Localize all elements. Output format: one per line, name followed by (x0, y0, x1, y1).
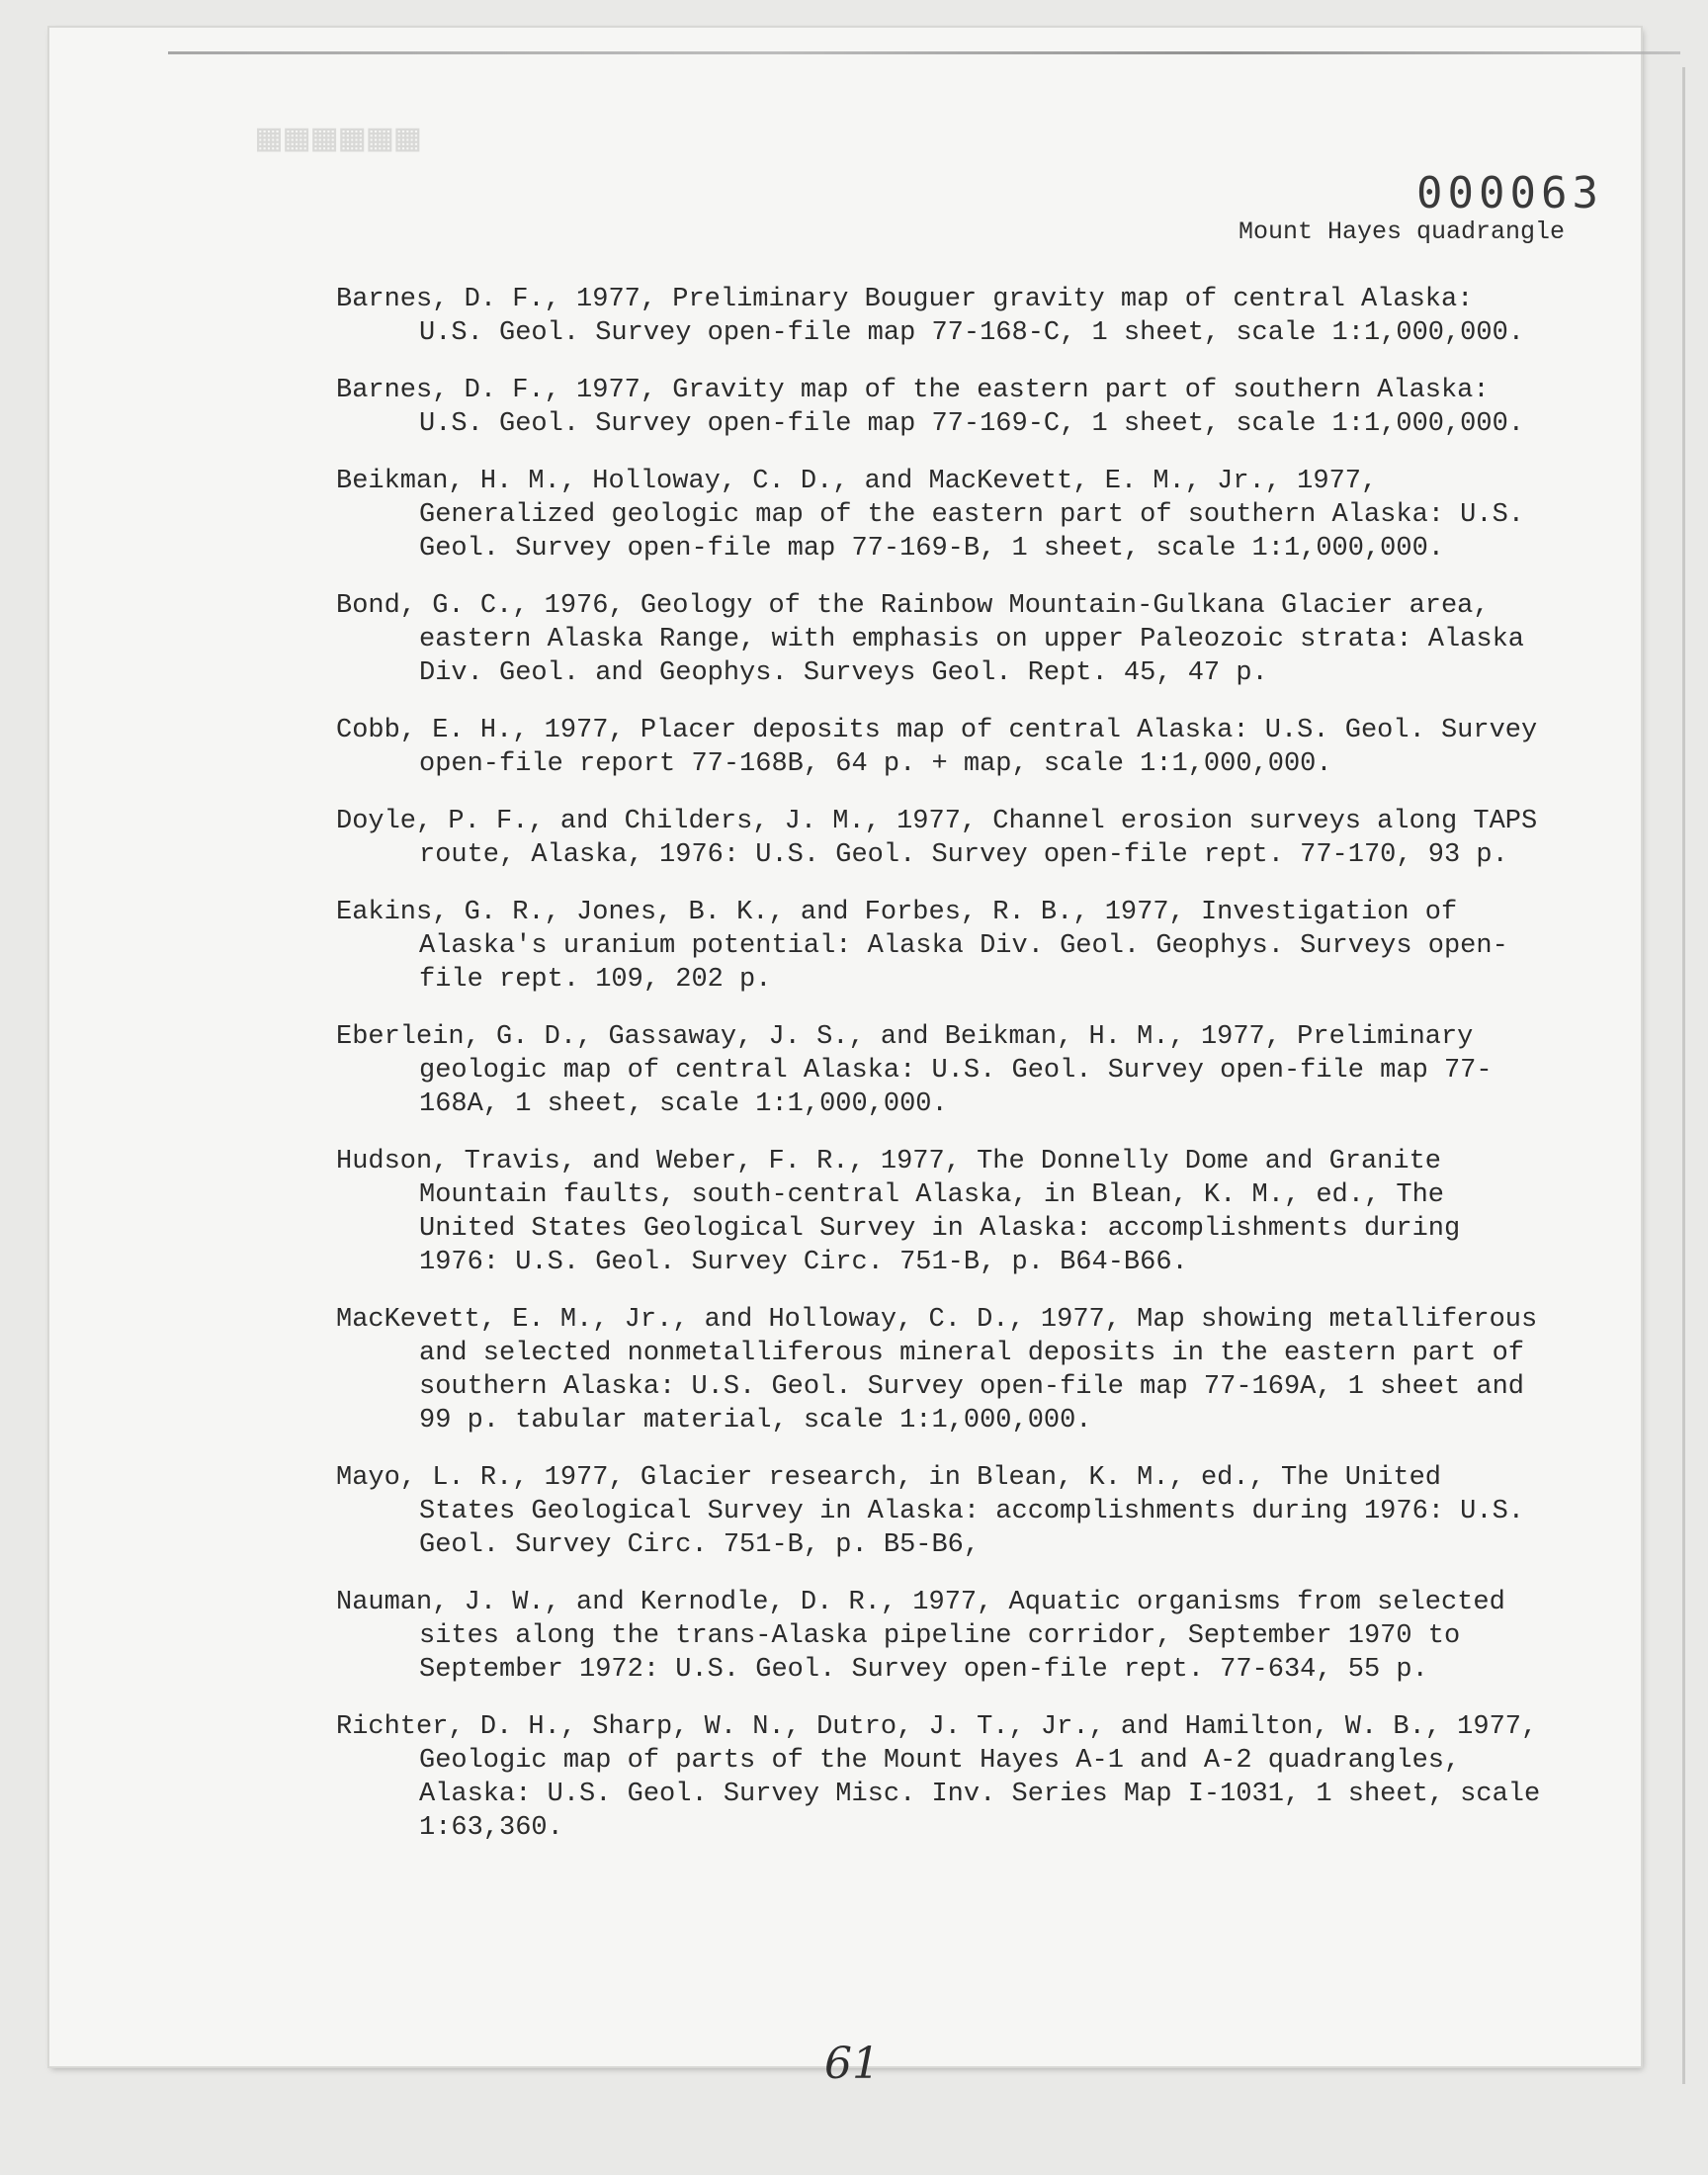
reference-entry: Eberlein, G. D., Gassaway, J. S., and Beikman, H. M., 1977, Preliminary geologic map of central Alaska: U.S. Geol. Survey open-file map 77-168A, 1 sheet, scale 1:1,000,000. (336, 1022, 1493, 1119)
faded-stamp-mark: ▦▦▦▦▦▦ (257, 115, 424, 160)
reference-entry: Hudson, Travis, and Weber, F. R., 1977, The Donnelly Dome and Granite Mountain faults, south-central Alaska, in Blean, K. M., ed., The United States Geological Survey in Alaska: accomplishments during 1976: U.S. Geol. Survey Circ. 751-B, p. B64-B66. (336, 1147, 1461, 1277)
reference-entry: Doyle, P. F., and Childers, J. M., 1977, Channel erosion surveys along TAPS route, Alaska, 1976: U.S. Geol. Survey open-file rept. 77-170, 93 p. (336, 807, 1538, 870)
reference-entry: MacKevett, E. M., Jr., and Holloway, C. D., 1977, Map showing metalliferous and selected nonmetalliferous mineral deposits in the eastern part of southern Alaska: U.S. Geol. Survey open-file map 77-169A, 1 sheet and 99 p. tabular material, scale 1:1,000,000. (336, 1305, 1538, 1436)
reference-entry: Beikman, H. M., Holloway, C. D., and MacKevett, E. M., Jr., 1977, Generalized geologic map of the eastern part of southern Alaska: U.S. Geol. Survey open-file map 77-169-B, 1 sheet, scale 1:1,000,000. (336, 467, 1524, 564)
document-number: 000063 (1416, 168, 1603, 218)
reference-entry: Barnes, D. F., 1977, Gravity map of the eastern part of southern Alaska: U.S. Geol. Survey open-file map 77-169-C, 1 sheet, scale 1:1,000,000. (336, 376, 1524, 439)
reference-entry: Richter, D. H., Sharp, W. N., Dutro, J. T., Jr., and Hamilton, W. B., 1977, Geologic map of parts of the Mount Hayes A-1 and A-2 quadrangles, Alaska: U.S. Geol. Survey Misc. Inv. Series Map I-1031, 1 sheet, scale 1:63,360. (336, 1712, 1541, 1843)
page-number: 61 (824, 2039, 880, 2089)
right-edge-rule (1682, 67, 1685, 2084)
quadrangle-label: Mount Hayes quadrangle (1238, 218, 1566, 246)
reference-entry: Eakins, G. R., Jones, B. K., and Forbes, R. B., 1977, Investigation of Alaska's uranium potential: Alaska Div. Geol. Geophys. Surveys open-file rept. 109, 202 p. (336, 898, 1508, 995)
reference-list (336, 283, 1552, 1869)
reference-entry: Mayo, L. R., 1977, Glacier research, in Blean, K. M., ed., The United States Geological Survey in Alaska: accomplishments during 1976: U.S. Geol. Survey Circ. 751-B, p. B5-B6, (336, 1463, 1524, 1560)
top-edge-rule (168, 51, 1680, 54)
reference-entry: Barnes, D. F., 1977, Preliminary Bouguer gravity map of central Alaska: U.S. Geol. Survey open-file map 77-168-C, 1 sheet, scale 1:1,000,000. (336, 285, 1524, 348)
reference-entry: Bond, G. C., 1976, Geology of the Rainbow Mountain-Gulkana Glacier area, eastern Alaska Range, with emphasis on upper Paleozoic strata: Alaska Div. Geol. and Geophys. Surveys Geol. Rept. 45, 47 p. (336, 591, 1524, 688)
document-page (49, 28, 1641, 2089)
reference-entry: Cobb, E. H., 1977, Placer deposits map of central Alaska: U.S. Geol. Survey open-file report 77-168B, 64 p. + map, scale 1:1,000,000. (336, 716, 1538, 779)
reference-entry: Nauman, J. W., and Kernodle, D. R., 1977, Aquatic organisms from selected sites along the trans-Alaska pipeline corridor, September 1970 to September 1972: U.S. Geol. Survey open-file rept. 77-634, 55 p. (336, 1588, 1505, 1685)
